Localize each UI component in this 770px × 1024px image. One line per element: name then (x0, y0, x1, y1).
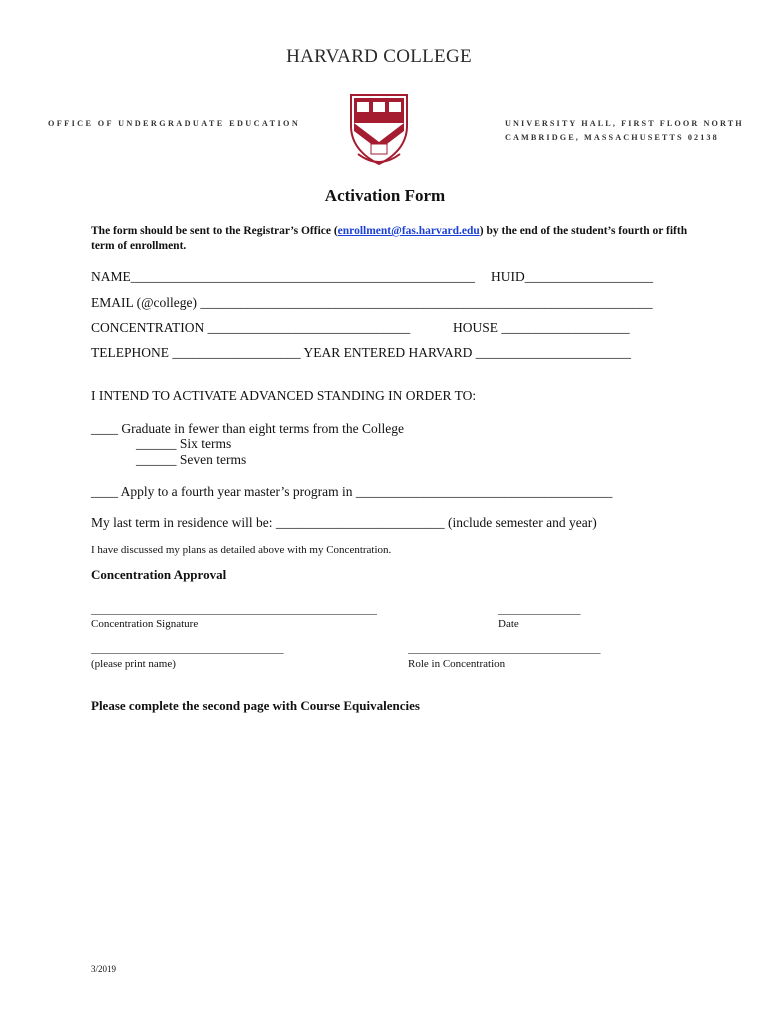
intro-before: The form should be sent to the Registrar’s Office ( (91, 225, 338, 237)
option-seven-terms[interactable]: ______ Seven terms (136, 452, 247, 467)
intro-text (91, 224, 691, 254)
option-masters[interactable]: ____ Apply to a fourth year master’s program in ______________________________________ (91, 484, 613, 499)
last-term-field[interactable]: My last term in residence will be: _________________________ (include semester and year) (91, 515, 597, 530)
address-line-1: UNIVERSITY HALL, FIRST FLOOR NORTH (505, 119, 744, 128)
college-name: HARVARD COLLEGE (286, 46, 472, 67)
footer-date: 3/2019 (91, 964, 117, 974)
signature-label: Concentration Signature (91, 618, 199, 630)
form-title: Activation Form (324, 186, 446, 205)
house-field[interactable]: HOUSE ___________________ (453, 320, 630, 335)
complete-note: Please complete the second page with Course Equivalencies (91, 698, 420, 713)
name-field[interactable]: NAME___________________________________________________ (91, 269, 475, 284)
discussed-statement: I have discussed my plans as detailed above with my Concentration. (91, 544, 392, 556)
intent-heading: I INTEND TO ACTIVATE ADVANCED STANDING IN ORDER TO: (91, 388, 477, 403)
email-field[interactable]: EMAIL (@college) ___________________________________________________________________ (91, 295, 653, 310)
date-line[interactable]: _______________ (498, 604, 581, 616)
option-graduate[interactable]: ____ Graduate in fewer than eight terms from the College (91, 421, 405, 436)
signature-line[interactable]: ____________________________________________________ (91, 604, 377, 616)
intro-after: ) by the end of the student’s fourth or fifth term of enrollment. (91, 225, 688, 252)
approval-heading: Concentration Approval (91, 567, 227, 582)
registrar-email-link[interactable]: enrollment@fas.harvard.edu (337, 225, 480, 237)
date-label: Date (498, 618, 519, 630)
telephone-year-field[interactable]: TELEPHONE ___________________ YEAR ENTERED HARVARD _______________________ (91, 345, 632, 360)
option-six-terms[interactable]: ______ Six terms (136, 436, 232, 451)
huid-field[interactable]: HUID___________________ (491, 269, 653, 284)
concentration-field[interactable]: CONCENTRATION ______________________________ (91, 320, 411, 335)
print-name-label: (please print name) (91, 658, 176, 670)
harvard-shield-logo (348, 92, 410, 166)
office-name: OFFICE OF UNDERGRADUATE EDUCATION (48, 119, 301, 128)
print-name-line[interactable]: ___________________________________ (91, 643, 284, 655)
role-label: Role in Concentration (408, 658, 506, 670)
role-line[interactable]: ___________________________________ (408, 643, 601, 655)
address-line-2: CAMBRIDGE, MASSACHUSETTS 02138 (505, 133, 719, 142)
